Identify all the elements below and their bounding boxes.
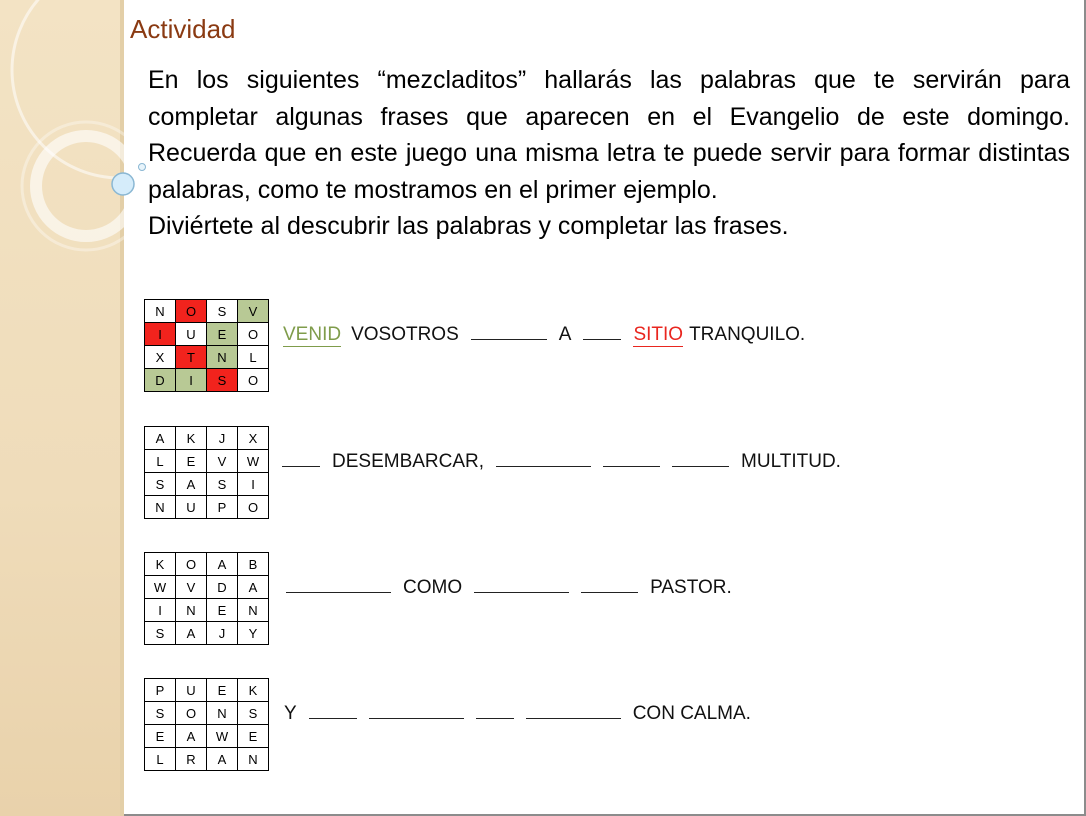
- grid-cell: D: [207, 576, 238, 599]
- grid-cell: S: [207, 369, 238, 392]
- grid-cell: U: [176, 679, 207, 702]
- grid-cell: N: [176, 599, 207, 622]
- grid-row: [145, 599, 269, 622]
- grid-cell: A: [176, 473, 207, 496]
- grid-row: [145, 496, 269, 519]
- grid-cell: P: [145, 679, 176, 702]
- grid-cell: K: [176, 427, 207, 450]
- grid-cell: N: [238, 748, 269, 771]
- answer-blank: [603, 450, 660, 467]
- grid-cell: A: [145, 427, 176, 450]
- grid-cell: P: [207, 496, 238, 519]
- grid-row: [145, 679, 269, 702]
- grid-cell: N: [238, 599, 269, 622]
- grid-row: [145, 346, 269, 369]
- grid-cell: N: [145, 300, 176, 323]
- grid-cell: S: [207, 473, 238, 496]
- sentence-4: [284, 702, 763, 725]
- grid-cell: N: [145, 496, 176, 519]
- grid-row: [145, 473, 269, 496]
- answer-blank: [583, 323, 621, 340]
- grid-cell: W: [207, 725, 238, 748]
- grid-cell: V: [176, 576, 207, 599]
- intro-paragraph: En los siguientes “mezcladitos” hallarás las palabras que te servirán para completar algunas frases que aparecen en el Evangelio de este domingo. Recuerda que en este juego una misma letra te puede servir para formar distintas palabras, como te mostramos en el primer ejemplo.: [148, 66, 1070, 204]
- sentence-word: VOSOTROS: [351, 324, 459, 345]
- grid-cell: O: [176, 553, 207, 576]
- grid-row: [145, 748, 269, 771]
- grid-cell: A: [207, 553, 238, 576]
- grid-row: [145, 576, 269, 599]
- grid-row: [145, 725, 269, 748]
- grid-cell: K: [238, 679, 269, 702]
- answer-word-red: SITIO: [633, 324, 684, 345]
- grid-row: [145, 323, 269, 346]
- grid-row: [145, 427, 269, 450]
- answer-blank: [474, 576, 569, 593]
- grid-cell: T: [176, 346, 207, 369]
- grid-cell: I: [145, 599, 176, 622]
- decorative-bubble-small: [139, 164, 146, 171]
- grid-cell: S: [238, 702, 269, 725]
- sentence-word: A: [558, 324, 572, 345]
- grid-cell: X: [238, 427, 269, 450]
- grid-cell: A: [238, 576, 269, 599]
- answer-blank: [496, 450, 591, 467]
- grid-cell: U: [176, 323, 207, 346]
- sentence-word: TRANQUILO.: [689, 324, 806, 345]
- slide-title: Actividad: [130, 14, 236, 44]
- sentence-word: MULTITUD.: [741, 451, 841, 472]
- grid-cell: I: [238, 473, 269, 496]
- answer-blank: [369, 702, 464, 719]
- grid-cell: V: [207, 450, 238, 473]
- grid-cell: E: [238, 725, 269, 748]
- grid-cell: O: [238, 323, 269, 346]
- intro-instruction: Diviértete al descubrir las palabras y completar las frases.: [148, 212, 789, 240]
- answer-blank: [526, 702, 621, 719]
- answer-word-green: VENID: [283, 324, 342, 345]
- answer-blank: [581, 576, 638, 593]
- grid-cell: A: [176, 725, 207, 748]
- sentence-word: Y: [284, 703, 297, 724]
- grid-cell: I: [176, 369, 207, 392]
- grid-cell: S: [145, 622, 176, 645]
- grid-cell: U: [176, 496, 207, 519]
- grid-cell: J: [207, 427, 238, 450]
- sentence-word: DESEMBARCAR,: [332, 451, 485, 472]
- answer-blank: [309, 702, 357, 719]
- decorative-bubble-large: [112, 173, 134, 195]
- grid-cell: I: [145, 323, 176, 346]
- letter-grid-puzzle-1: [144, 299, 269, 392]
- grid-cell: D: [145, 369, 176, 392]
- letter-grid-puzzle-2: [144, 426, 269, 519]
- grid-cell: V: [238, 300, 269, 323]
- grid-row: [145, 553, 269, 576]
- grid-cell: L: [145, 450, 176, 473]
- sentence-3: [286, 576, 744, 599]
- sentence-word: CON CALMA.: [632, 703, 751, 724]
- answer-blank: [476, 702, 514, 719]
- grid-cell: E: [207, 323, 238, 346]
- grid-cell: R: [176, 748, 207, 771]
- grid-cell: J: [207, 622, 238, 645]
- sentence-1: [283, 323, 817, 347]
- intro-text: [148, 62, 1070, 245]
- answer-blank: [471, 323, 547, 340]
- grid-cell: O: [176, 702, 207, 725]
- grid-cell: S: [207, 300, 238, 323]
- grid-cell: E: [207, 679, 238, 702]
- grid-cell: E: [207, 599, 238, 622]
- grid-row: [145, 450, 269, 473]
- sentence-2: [282, 450, 853, 473]
- answer-blank: [672, 450, 729, 467]
- grid-cell: K: [145, 553, 176, 576]
- grid-row: [145, 300, 269, 323]
- letter-grid-puzzle-3: [144, 552, 269, 645]
- grid-cell: A: [207, 748, 238, 771]
- decorative-circles-graphic: [0, 0, 160, 816]
- letter-grid-puzzle-4: [144, 678, 269, 771]
- grid-cell: E: [176, 450, 207, 473]
- grid-cell: Y: [238, 622, 269, 645]
- grid-cell: O: [238, 496, 269, 519]
- sentence-word: COMO: [403, 577, 463, 598]
- grid-cell: E: [145, 725, 176, 748]
- grid-cell: X: [145, 346, 176, 369]
- grid-cell: N: [207, 346, 238, 369]
- grid-row: [145, 622, 269, 645]
- grid-cell: W: [145, 576, 176, 599]
- grid-cell: L: [145, 748, 176, 771]
- grid-cell: A: [176, 622, 207, 645]
- grid-row: [145, 369, 269, 392]
- grid-cell: N: [207, 702, 238, 725]
- grid-cell: S: [145, 702, 176, 725]
- sentence-word: PASTOR.: [650, 577, 732, 598]
- grid-row: [145, 702, 269, 725]
- grid-cell: B: [238, 553, 269, 576]
- grid-cell: O: [176, 300, 207, 323]
- answer-blank: [286, 576, 391, 593]
- grid-cell: S: [145, 473, 176, 496]
- grid-cell: L: [238, 346, 269, 369]
- answer-blank: [282, 450, 320, 467]
- grid-cell: W: [238, 450, 269, 473]
- grid-cell: O: [238, 369, 269, 392]
